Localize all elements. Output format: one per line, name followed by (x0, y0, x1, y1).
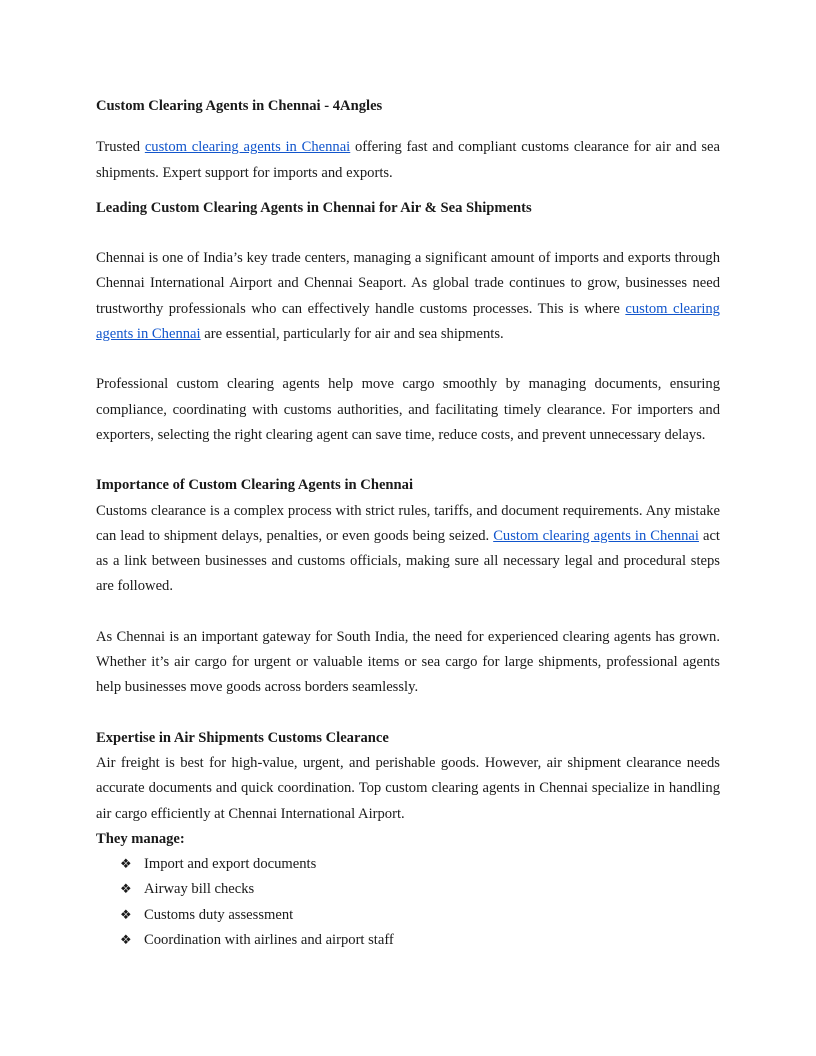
paragraph-chennai-trade (96, 246, 720, 347)
paragraph-air-freight: Air freight is best for high-value, urgent, and perishable goods. However, air shipment clearance needs accurate documents and quick coordination. Top custom clearing agents in Chennai specialize in handling air cargo efficiently at Chennai International Airport. (96, 754, 720, 822)
list-item-text: Airway bill checks (144, 881, 255, 898)
list-item (120, 928, 720, 953)
paragraph-customs-complexity (96, 499, 720, 600)
section-heading-air-expertise: Expertise in Air Shipments Customs Clearance (96, 729, 389, 746)
para3-text-before: Customs clearance is a complex process with strict rules, tariffs, and document requirements. Any mistake can lead to shipment delays, penalties, or even goods being seized. (96, 502, 720, 544)
intro-text-before: Trusted (96, 139, 145, 156)
diamond-bullet-icon: ❖ (120, 857, 132, 873)
manage-list (96, 852, 720, 953)
diamond-bullet-icon: ❖ (120, 907, 132, 923)
diamond-bullet-icon: ❖ (120, 933, 132, 949)
para1-text-before: Chennai is one of India’s key trade centers, managing a significant amount of imports and exports through Chennai International Airport and Chennai Seaport. As global trade continues to grow, businesses need trustworthy professionals who can effectively handle customs processes. This is where (96, 250, 720, 317)
list-item (120, 877, 720, 902)
paragraph-professional-agents: Professional custom clearing agents help move cargo smoothly by managing documents, ensuring compliance, coordinating with customs authorities, and facilitating timely clearance. For importers and exporters, selecting the right clearing agent can save time, reduce costs, and prevent unnecessary delays. (96, 376, 720, 443)
document-title: Custom Clearing Agents in Chennai - 4Angles (96, 98, 383, 114)
paragraph-gateway: As Chennai is an important gateway for South India, the need for experienced clearing agents has grown. Whether it’s air cargo for urgent or valuable items or sea cargo for large shipments, professional agents help businesses move goods across borders seamlessly. (96, 628, 720, 696)
para3-text-after: act as a link between businesses and customs officials, making sure all necessary legal and procedural steps are followed. (96, 527, 720, 595)
section-heading-leading: Leading Custom Clearing Agents in Chennai for Air & Sea Shipments (96, 199, 532, 216)
intro-text-after: offering fast and compliant customs clearance for air and sea shipments. Expert support for imports and exports. (96, 139, 721, 181)
intro-link[interactable]: custom clearing agents in Chennai (144, 139, 351, 156)
para1-link[interactable]: custom clearing agents in Chennai (96, 300, 720, 343)
para1-text-after: are essential, particularly for air and sea shipments. (200, 326, 504, 343)
list-item-text: Coordination with airlines and airport staff (144, 932, 394, 949)
they-manage-label: They manage: (96, 830, 185, 847)
para3-link[interactable]: Custom clearing agents in Chennai (493, 527, 699, 544)
diamond-bullet-icon: ❖ (120, 882, 132, 898)
list-item (120, 903, 720, 928)
list-item-text: Customs duty assessment (144, 906, 294, 923)
list-item-text: Import and export documents (144, 856, 317, 873)
intro-paragraph (96, 135, 720, 186)
section-heading-importance: Importance of Custom Clearing Agents in Chennai (96, 477, 414, 494)
list-item (120, 852, 720, 877)
